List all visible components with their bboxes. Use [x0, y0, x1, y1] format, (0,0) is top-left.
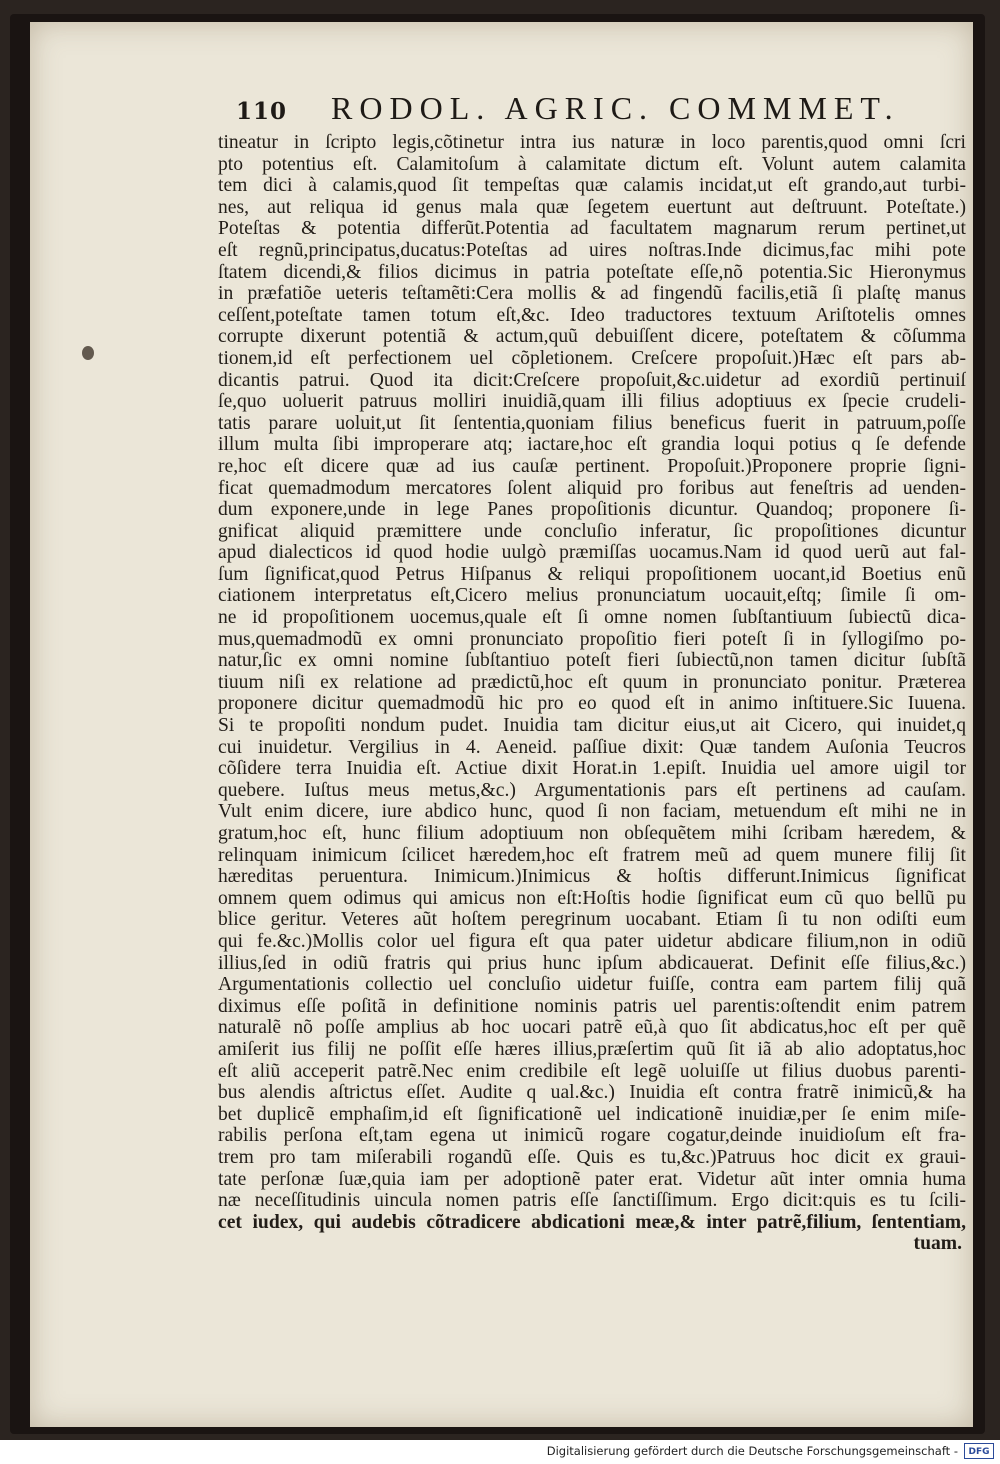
- text-line: tatis parare uoluit,ut ſit ſententia,quoniam filius beneficus fuerit in patruum,poſſe: [218, 412, 966, 434]
- dfg-logo: DFG: [964, 1443, 994, 1459]
- text-line: Argumentationis collectio uel concluſio uidetur fuiſſe, contra eam partem filij quã: [218, 974, 966, 996]
- text-line: cõſidere terra Inuidia eſt. Actiue dixit Horat.in 1.epiſt. Inuidia uel amore uigil tor: [218, 758, 966, 780]
- text-line: gratum,hoc eſt, hunc filium adoptiuum non obſequẽtem mihi ſcribam hæredem, &: [218, 823, 966, 844]
- text-line: ficat quemadmodum mercatores ſolent aliquid pro foribus aut feneſtris ad uenden-: [218, 477, 966, 499]
- running-head: [236, 90, 956, 126]
- text-line: ceſſent,poteſtate tamen totum eſt,&c. Ideo traductores textuum Ariſtotelis omnes: [218, 304, 966, 326]
- text-line: tiuum niſi ex relatione ad prædictũ,hoc eſt quum in pronunciato ponitur. Præterea: [218, 671, 966, 693]
- text-line: cet iudex, qui audebis cõtradicere abdicationi meæ,& inter patrẽ,filium, ſententiam,: [218, 1211, 966, 1233]
- text-line: tineatur in ſcripto legis,cõtinetur intra ius naturæ in loco parentis,quod omni ſcri: [218, 132, 966, 153]
- text-line: bus alendis aſtrictus eſſet. Audite q ual.&c.) Inuidia eſt contra fratrẽ inimicũ,& ha: [218, 1082, 966, 1104]
- text-line: cui inuidetur. Vergilius in 4. Aeneid. paſſiue dixit: Quæ tandem Auſonia Teucros: [218, 736, 966, 758]
- funding-credit: Digitalisierung gefördert durch die Deutsche Forschungsgemeinschaft -: [546, 1444, 958, 1458]
- text-line: ne id propoſitionem uocemus,quale eſt ſi omne nomen ſubſtantiuum ſubiectũ dica-: [218, 607, 966, 629]
- text-line: næ neceſſitudinis uincula nomen patris eſſe ſanctiſſimum. Ergo dicit:quis es tu ſcili-: [218, 1190, 966, 1212]
- text-line: blice geritur. Veteres aũt hoſtem peregrinum uocabant. Etiam ſi tu non odiſti eum: [218, 909, 966, 931]
- text-line: ſe,quo uoluerit patruus molliri inuidiã,quam illi filius adoptiuus ex ſpecie crudeli-: [218, 391, 966, 413]
- ink-stain: [82, 346, 94, 360]
- text-line: trem pro tam miſerabili rogandũ eſſe. Quis es tu,&c.)Patruus hoc dicit ex graui-: [218, 1146, 966, 1168]
- body-text: [218, 132, 966, 1255]
- footer-bar: [0, 1440, 1000, 1464]
- text-line: dicantis patrui. Quod ita dicit:Creſcere propoſuit,&c.uidetur ad exordiũ pertinuiſ: [218, 369, 966, 391]
- text-line: amiſerit ius filij ne poſſit eſſe hæres illius,præſertim quũ ſit iã ab alio adoptatus,hoc: [218, 1038, 966, 1060]
- text-line: dum exponere,unde in lege Panes propoſitionis dicuntur. Quandoq; proponere ſi-: [218, 499, 966, 521]
- text-line: tem dici à calamis,quod ſit tempeſtas quæ calamis incidat,ut eſt grando,aut turbi-: [218, 175, 966, 197]
- text-line: bet duplicẽ emphaſim,id eſt ſignificationẽ uel indicationẽ inuidiæ,per ſe enim miſe-: [218, 1103, 966, 1125]
- text-line: hæreditas peruentura. Inimicum.)Inimicus & hoſtis differunt.Inimicus ſignificat: [218, 866, 966, 888]
- text-line: Poteſtas & potentia differũt.Potentia ad facultatem magnarum rerum pertinet,ut: [218, 218, 966, 240]
- text-line: ciationem interpretatus eſt,Cicero melius pronunciatum uocauit,eſtq; ſimile ſi om-: [218, 585, 966, 607]
- text-line: rabilis perſona eſt,tam egena ut inimicũ rogare cogatur,deinde inuidioſum eſt fra-: [218, 1125, 966, 1147]
- text-line: proponere dicitur quemadmodũ hic pro eo quod eſt in animo inſtituere.Sic Iuuena.: [218, 693, 966, 715]
- text-line: nes, aut reliqua id genus mala quæ ſegetem euertunt aut deſtruunt. Poteſtate.): [218, 196, 966, 218]
- text-line: natur,ſic ex omni nomine ſubſtantiuo poteſt fieri ſubiectũ,non tamen dicitur ſubſtã: [218, 650, 966, 672]
- text-line: in præfatiõe ueteris teſtamẽti:Cera mollis & ad fingendũ facilis,etiã ſi plaſtę manus: [218, 283, 966, 305]
- text-line: gnificat aliquid præmittere unde concluſio inferatur, ſic propoſitiones dicuntur: [218, 520, 966, 542]
- text-line: qui fe.&c.)Mollis color uel figura eſt qua pater uidetur abdicare filium,non in odiũ: [218, 930, 966, 952]
- text-line: re,hoc eſt dicere quæ ad ius cauſæ pertinent. Propoſuit.)Proponere proprie ſigni-: [218, 455, 966, 477]
- text-line: mus,quemadmodũ ex omni pronunciato propoſitio fieri poteſt ſi in ſyllogiſmo po-: [218, 628, 966, 650]
- text-line: quebere. Iuſtus meus metus,&c.) Argumentationis pars eſt pertinens ad cauſam.: [218, 779, 966, 801]
- page-number: 110: [236, 98, 288, 125]
- text-line: omnem quem odimus qui amicus non eſt:Hoſtis hodie ſignificat eum cũ quo bellũ pu: [218, 887, 966, 909]
- text-line: apud dialecticos id quod hodie uulgò præmiſſas uocamus.Nam id quod uerũ aut fal-: [218, 542, 966, 564]
- text-line: tate perſonæ ſuæ,quia iam per adoptionẽ pater erat. Videtur aũt inter omnia huma: [218, 1168, 966, 1190]
- text-line: Si te propoſiti nondum pudet. Inuidia tam dicitur eius,ut ait Cicero, qui inuidet,q: [218, 715, 966, 737]
- catchword: tuam.: [913, 1233, 962, 1255]
- text-line: ſum ſignificat,quod Petrus Hiſpanus & reliqui propoſitionem uocant,id Boetius enũ: [218, 563, 966, 585]
- text-line: tionem,id eſt perfectionem uel cõpletionem. Creſcere propoſuit.)Hæc eſt pars ab-: [218, 347, 966, 369]
- text-line: ſtatem dicendi,& filios dicimus in patria poteſtate eſſe,nõ potentia.Sic Hieronymus: [218, 261, 966, 283]
- text-line: eſt regnũ,principatus,ducatus:Poteſtas ad uires noſtras.Inde dicimus,fac mihi pote: [218, 239, 966, 261]
- text-line: relinquam inimicum ſcilicet hæredem,hoc eſt fratrem meũ ad quem munere filij ſit: [218, 844, 966, 866]
- text-line: eſt aliũ acceperit patrẽ.Nec enim credibile eſt legẽ uoluiſſe ut filius duobus parenti-: [218, 1060, 966, 1082]
- text-line: naturalẽ nõ poſſe amplius ab hoc uocari patrẽ eũ,à quo ſit abdicatus,hoc eſt per quẽ: [218, 1017, 966, 1039]
- text-line: corrupte dixerunt potentiã & actum,quũ debuiſſent dicere, poteſtatem & cõſumma: [218, 326, 966, 348]
- text-line: Vult enim dicere, iure abdico hunc, quod ſi non faciam, metuendum eſt mihi ne in: [218, 801, 966, 823]
- text-line: illius,ſed in odiũ fratris qui prius hunc ipſum abdicauerat. Definit eſſe filius,&c.): [218, 952, 966, 974]
- text-line: pto potentius eſt. Calamitoſum à calamitate dictum eſt. Volunt autem calamita: [218, 153, 966, 175]
- text-line: illum multa ſibi improperare atq; iactare,hoc eſt grandia loqui potius q ſe defende: [218, 434, 966, 456]
- text-line: diximus eſſe poſitã in definitione nominis patris uel parentis:oſtendit enim patrem: [218, 995, 966, 1017]
- running-title: RODOL. AGRIC. COMMMET.: [331, 90, 900, 126]
